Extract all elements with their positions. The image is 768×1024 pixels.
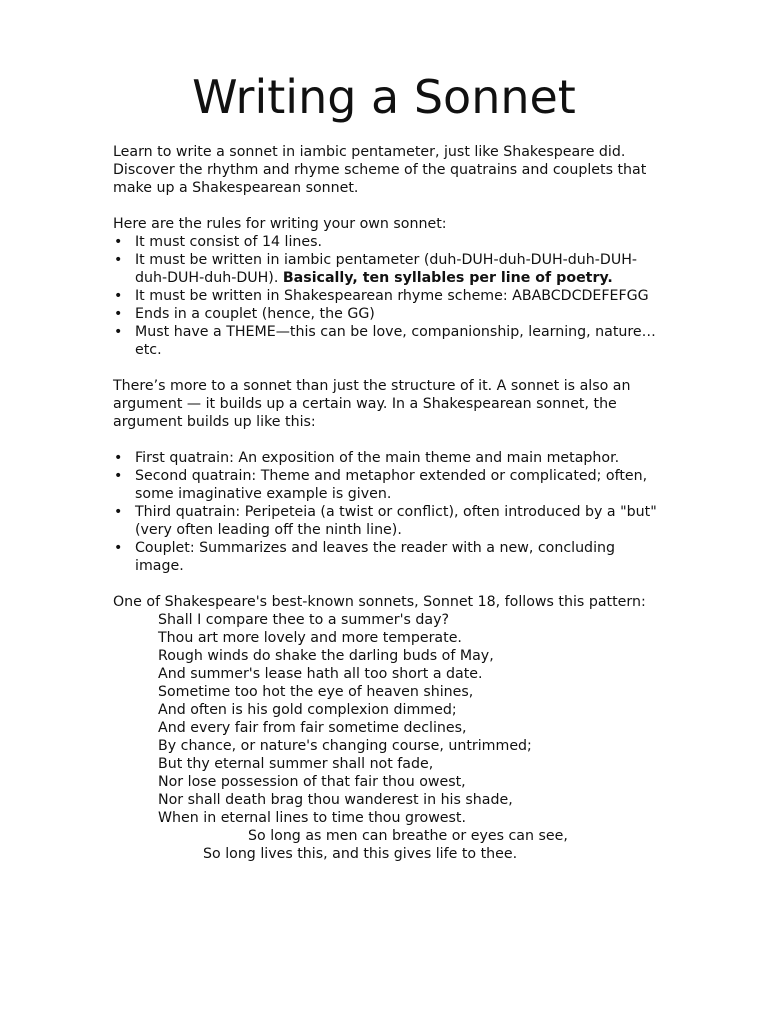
- rule-text: It must be written in iambic pentameter (duh-DUH-duh-DUH-duh-DUH-duh-DUH-duh-DUH).: [135, 252, 637, 286]
- argument-list: [113, 449, 658, 575]
- list-item: • First quatrain: An exposition of the main theme and main metaphor.: [113, 449, 658, 467]
- list-item: • Must have a THEME—this can be love, companionship, learning, nature… etc.: [113, 323, 658, 359]
- rule-bold-text: Basically, ten syllables per line of poetry.: [282, 270, 613, 286]
- page-title: Writing a Sonnet: [192, 70, 576, 124]
- list-item: • Ends in a couplet (hence, the GG): [113, 305, 658, 323]
- spacer: [113, 197, 658, 215]
- poem-line: And often is his gold complexion dimmed;: [158, 702, 457, 718]
- poem-line: And summer's lease hath all too short a date.: [158, 666, 483, 682]
- rules-heading: Here are the rules for writing your own sonnet:: [113, 216, 447, 232]
- poem-line: By chance, or nature's changing course, untrimmed;: [158, 738, 532, 754]
- document-body: [113, 143, 658, 863]
- poem-line: And every fair from fair sometime declines,: [158, 720, 467, 736]
- poem-line: But thy eternal summer shall not fade,: [158, 756, 434, 772]
- poem-line: When in eternal lines to time thou growest.: [158, 810, 466, 826]
- poem-line: So long lives this, and this gives life to thee.: [203, 846, 518, 862]
- poem-line: Nor lose possession of that fair thou owest,: [158, 774, 466, 790]
- list-item: • Couplet: Summarizes and leaves the reader with a new, concluding image.: [113, 539, 658, 575]
- poem-line: Thou art more lovely and more temperate.: [158, 630, 462, 646]
- spacer: [113, 359, 658, 377]
- list-item: • Second quatrain: Theme and metaphor extended or complicated; often, some imaginative example is given.: [113, 467, 658, 503]
- poem-line: So long as men can breathe or eyes can see,: [248, 828, 568, 844]
- sonnet-intro: One of Shakespeare's best-known sonnets, Sonnet 18, follows this pattern:: [113, 594, 646, 610]
- argument-paragraph: There’s more to a sonnet than just the structure of it. A sonnet is also an argument — it builds up a certain way. In a Shakespearean sonnet, the argument builds up like this:: [113, 378, 631, 430]
- spacer: [113, 575, 658, 593]
- poem-line: Nor shall death brag thou wanderest in his shade,: [158, 792, 513, 808]
- rules-list: [113, 233, 658, 359]
- poem-line: Rough winds do shake the darling buds of May,: [158, 648, 494, 664]
- sonnet-poem: [113, 611, 658, 863]
- list-item: • It must be written in Shakespearean rhyme scheme: ABABCDCDEFEFGG: [113, 287, 658, 305]
- spacer: [113, 431, 658, 449]
- poem-line: Shall I compare thee to a summer's day?: [158, 612, 450, 628]
- poem-line: Sometime too hot the eye of heaven shines,: [158, 684, 474, 700]
- list-item: • Third quatrain: Peripeteia (a twist or conflict), often introduced by a "but" (very often leading off the ninth line).: [113, 503, 658, 539]
- list-item: [113, 251, 658, 287]
- intro-paragraph: Learn to write a sonnet in iambic pentameter, just like Shakespeare did. Discover the rhythm and rhyme scheme of the quatrains and couplets that make up a Shakespearean sonnet.: [113, 144, 647, 196]
- list-item: • It must consist of 14 lines.: [113, 233, 658, 251]
